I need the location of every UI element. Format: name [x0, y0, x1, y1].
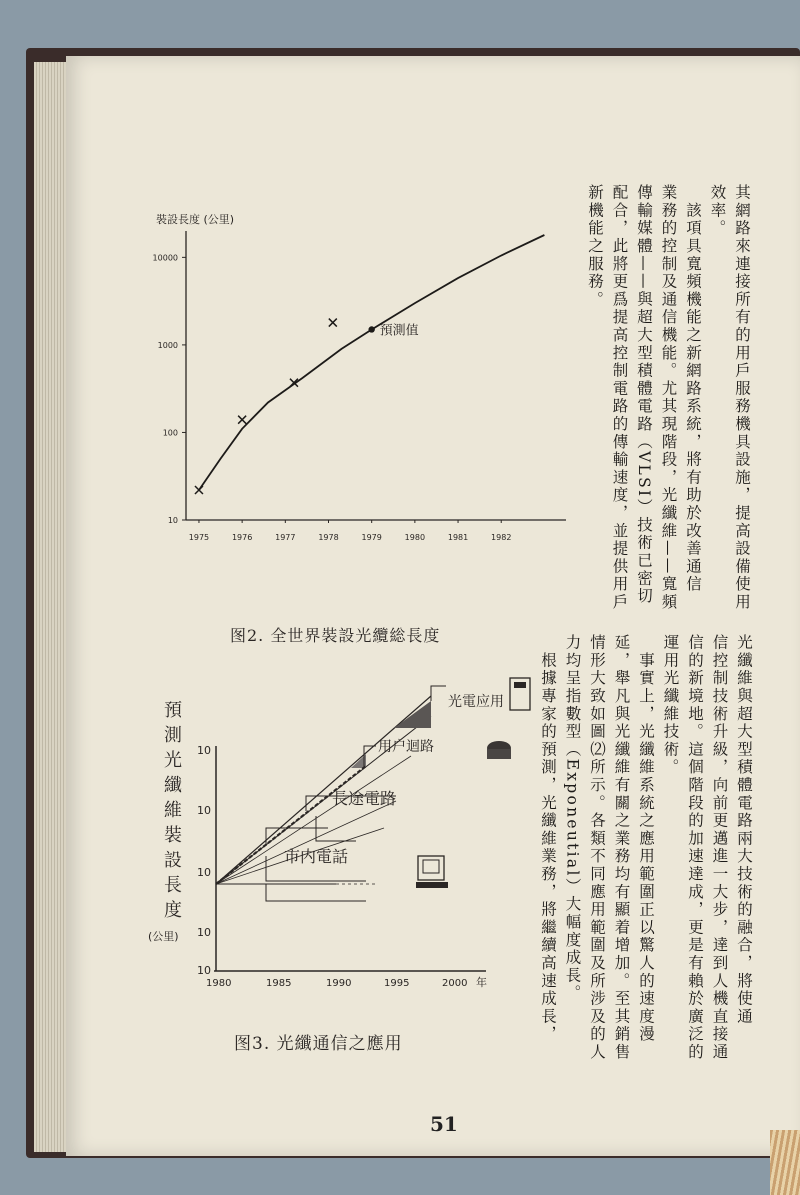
fig3-ylabel-char: 預: [164, 700, 182, 721]
fig3-label-trunk: 長途電路: [332, 789, 397, 808]
text-line: 傳輸媒體——與超大型積體電路（VLSI）技術已密切: [635, 184, 653, 606]
bookmark-ribbon: [770, 1130, 800, 1195]
fig2-xtick-label: 1975: [188, 533, 210, 542]
text-line: 配合，此將更爲提高控制電路的傳輸速度，並提供用戶: [610, 184, 629, 612]
text-line: 力均呈指數型（Exponeutial）大幅度成長。: [563, 634, 582, 1003]
fig2-ytick-label: 1000: [157, 340, 178, 350]
fig3-label-optoelectronic: 光電应用: [448, 694, 504, 710]
fig3-label-subscriber-loop: 用户迴路: [378, 739, 434, 755]
fig3-ytick: 10: [197, 964, 211, 977]
fig2-xtick-label: 1976: [231, 533, 253, 542]
text-line: 新機能之服務。: [586, 184, 604, 309]
text-line: 該項具寬頻機能之新網路系統，將有助於改善通信: [684, 184, 702, 594]
paragraph2: [536, 634, 756, 1076]
fig3-xtick: 年: [476, 976, 487, 989]
fig3-ytick: 10: [197, 804, 211, 817]
figure3-caption: 图3. 光纖通信之應用: [234, 1034, 403, 1054]
fig3-ytick: 10: [197, 866, 211, 879]
text-line: 情形大致如圖⑵所示。各類不同應用範圍及所涉及的人: [588, 634, 606, 1062]
fig3-label-local-phone: 市内電話: [284, 847, 349, 866]
page-edges: [34, 62, 68, 1152]
fig2-ylabel: 裝設長度 (公里): [156, 213, 235, 226]
fig3-ylabel-char: 裝: [164, 825, 182, 846]
page-number: 51: [430, 1112, 458, 1136]
fig3-ylabel-char: 纖: [164, 775, 182, 796]
text-line: 信的新境地。這個階段的加速達成，更是有賴於廣泛的: [686, 634, 704, 1062]
fig2-ytick-label: 10000: [152, 253, 178, 263]
fig2-xtick-label: 1977: [275, 533, 296, 542]
fig3-ylabel-char: 測: [164, 725, 182, 746]
fig2-xtick-label: 1982: [491, 533, 512, 542]
text-line: 其網路來連接所有的用戶服務機具設施，提高設備使用: [733, 184, 751, 612]
fig2-ytick-label: 10: [167, 516, 178, 525]
fig3-ylabel-char: 光: [164, 750, 182, 771]
text-line: 光纖維與超大型積體電路兩大技術的融合，將使通: [735, 634, 753, 1026]
fig3-ylabel-unit: (公里): [148, 930, 179, 943]
fig3-ylabel-char: 長: [164, 875, 182, 896]
fig3-xtick: 1980: [206, 978, 232, 989]
text-line: 根據專家的預測，光纖維業務，將繼續高速成長，: [539, 634, 557, 1044]
fig3-ylabel-char: 設: [164, 850, 182, 871]
fig3-xtick: 1995: [384, 978, 410, 989]
fig3-ylabel-char: 度: [164, 900, 182, 921]
fig2-xtick-label: 1981: [447, 533, 469, 542]
paragraph1: [574, 184, 754, 674]
fig3-ytick: 10: [197, 744, 211, 757]
text-line: 業務的控制及通信機能。尤其現階段，光纖維——寬頻: [659, 184, 678, 612]
fig3-xtick: 1985: [266, 978, 292, 989]
figure2-caption: 图2. 全世界裝設光纜総長度: [230, 626, 441, 645]
text-line: 延，舉凡與光纖維有關之業務均有顯着增加。至其銷售: [612, 634, 631, 1062]
fig3-xtick: 1990: [326, 978, 352, 989]
fig2-ytick-label: 100: [162, 428, 178, 438]
fig2-forecast-label: 預測值: [379, 323, 419, 339]
book-page: [66, 56, 800, 1156]
fig2-xtick-label: 1978: [318, 533, 339, 542]
fig3-ylabel-char: 維: [164, 800, 182, 821]
fig3-ytick: 10: [197, 926, 211, 939]
text-line: 信控制技術升級，向前更邁進一大步，達到人機直接通: [710, 634, 729, 1062]
text-line: 事實上，光纖維系統之應用範圍正以驚人的速度漫: [637, 634, 655, 1044]
fig2-xtick-label: 1979: [361, 533, 382, 542]
fig2-xtick-label: 1980: [404, 533, 426, 542]
text-line: 效率。: [708, 184, 727, 238]
fig3-xtick: 2000: [442, 978, 468, 989]
text-line: 運用光纖維技術。: [661, 634, 680, 777]
